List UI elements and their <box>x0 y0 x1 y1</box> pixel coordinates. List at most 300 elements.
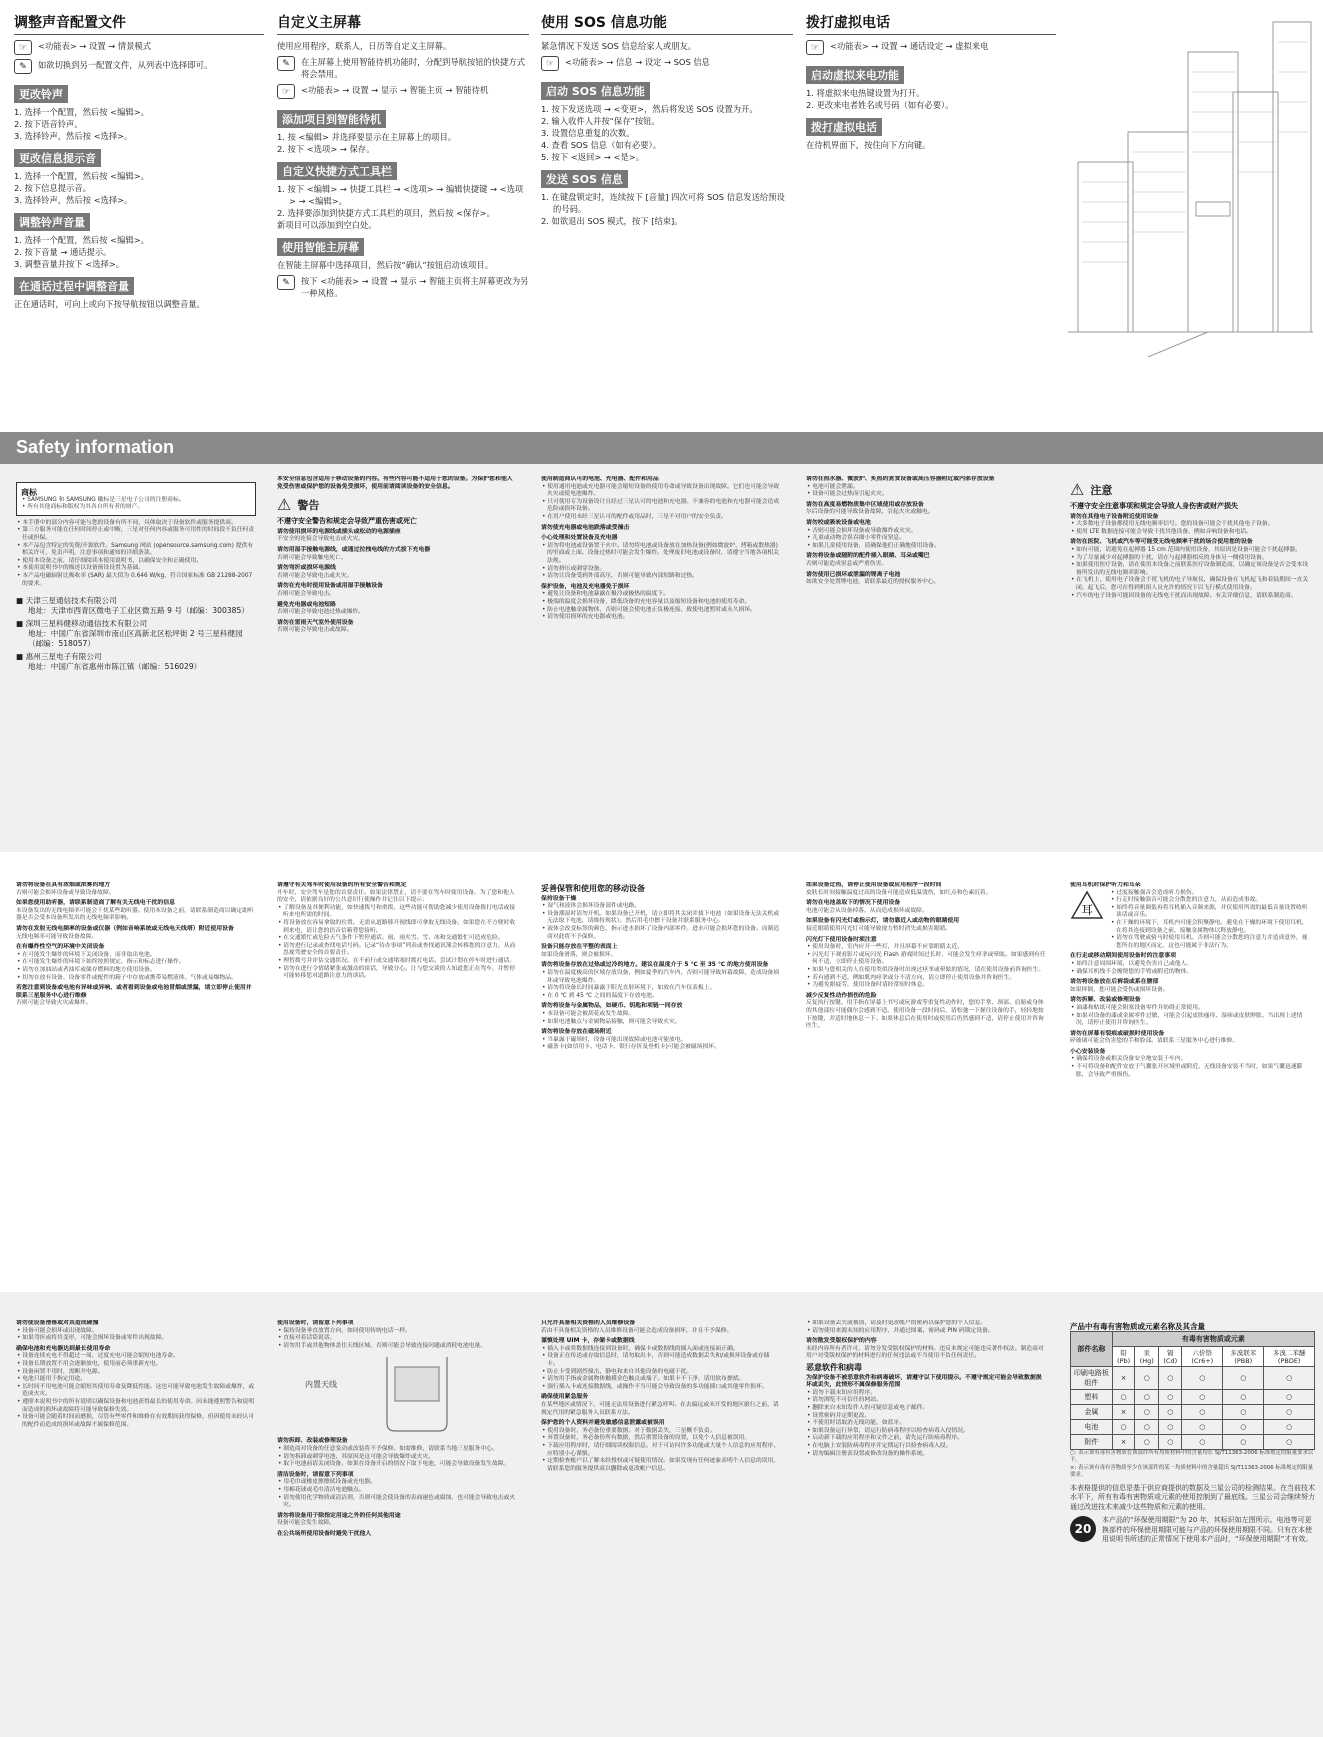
table-head-cell: 镉(Cd) <box>1159 1346 1182 1366</box>
safety-text: 在某些地区或情况下，可能无法用设备进行紧急呼叫。在去偏远或未开发的地区旅行之前，请规定代用的紧急服务人员联系方法。 <box>541 1401 779 1416</box>
safety-heading: 请勿使充电器或电池跌落或受撞击 <box>541 524 630 531</box>
col-fake-call <box>806 12 1056 422</box>
safety-bullet: • 为避免眼疲劳，使用设备时请经常短时休息。 <box>807 982 929 989</box>
safety-bullet: • 定期检查帐户以了解未经授权或可疑使用情况。如果发现有任何迹象表明个人信息的误用，请联系您的服务提供商以删除或更改帐户信息。 <box>542 1458 780 1472</box>
company-address: 地址：中国广东省深圳市南山区高新北区松坪街 2 号三星科健园（邮编：518057） <box>28 629 243 649</box>
safety-heading: 在有爆炸性空气的环境中关闭设备 <box>16 944 105 951</box>
table-row-label: 电池 <box>1071 1419 1113 1434</box>
step-item: 2. 如欲退出 SOS 模式，按下 [结束]。 <box>541 216 683 226</box>
safety-bullet: • 设置密码并定期更改。 <box>807 1412 871 1419</box>
table-note: ×: 表示该有毒有害物质至少在该部件的某一均质材料中的含量超出 SJ/T11363-2006 标准规定的限量要求。 <box>1070 1464 1314 1479</box>
table-head-cell: 六价铬(Cr6+) <box>1182 1346 1223 1366</box>
safety-bullet: • 设备可能会随着时间而磨损，尽管有些零件和维修在有效期间获得保修，但因使用未经认可的配件而造成的损坏或故障不属保修范围。 <box>17 1414 255 1428</box>
section-title: 自定义主屏幕 <box>277 12 529 35</box>
safety-heading: 请勿将设备放在后裤袋或系在腰部 <box>1070 979 1159 986</box>
paragraph: 正在通话时，可向上或向下按导航按钮以调整音量。 <box>14 299 205 309</box>
table-row-label: 塑料 <box>1071 1389 1113 1404</box>
note-text: 在主屏幕上使用智能待机功能时，分配到导航按钮的快捷方式将会禁用。 <box>301 57 526 79</box>
safety-text: 开车时，安全驾车是您的首要责任。如果法律禁止，请不要在驾车时使用设备。为了您和他人的安全，请依据良好的公共意识行使操作并记住以下提示： <box>277 889 515 904</box>
antenna-diagram <box>277 1353 517 1435</box>
company-name: ■ 深圳三星科健移动通信技术有限公司 <box>16 619 148 629</box>
trademark-item: • 所有其他商标和版权为其各自所有者的财产。 <box>22 504 144 511</box>
table-cell: ○ <box>1159 1434 1182 1449</box>
step-item: 2. 按下信息提示音。 <box>14 183 91 193</box>
safety-bullet: • 取下电池前请关闭设备。如果在设备开启的情况下取下电池，可能会导致设备发生故障。 <box>278 1461 510 1468</box>
safety-bullet: • 设备连续充电不得超过一周，过度充电可能会缩短电池寿命。 <box>17 1353 179 1360</box>
s1-col-5 <box>1070 476 1310 846</box>
safety-heading: 请勿将设备存放在磁场附近 <box>541 1029 612 1036</box>
legal-note: • 本产品电磁辐射比吸收率 (SAR) 最大值为 0.646 W/kg，符合国家标准 GB 21288-2007 的要求。 <box>17 572 253 587</box>
safety-bullet: • 设备潮湿时请勿开机。如果设备已开机，请立即将其关闭并拔下电池（如果设备无法关机或无法取下电池，请维持现状）。然后用毛巾擦干设备并联系服务中心。 <box>542 910 780 925</box>
safety-bullet: • 用毛巾或橡皮擦擦拭设备或充电器。 <box>278 1479 377 1486</box>
table-title: 产品中有毒有害物质或元素名称及其含量 <box>1070 1322 1205 1331</box>
step-list <box>277 183 529 231</box>
safety-heading: 请勿将设备存放在过热或过冷的地方。建议在温度介于 5 ℃ 至 35 ℃ 的地方使用设备 <box>541 962 769 969</box>
safety-bullet: • 设备可能会损坏或出现故障。 <box>17 1327 98 1334</box>
safety-bullet: • 在交通繁忙或危险天气条件下暂停通话。雨、雨夹雪、雪、冰和交通繁忙可造成危险。 <box>278 935 504 942</box>
safety-text: 本设备发出的无线电频率可能会干扰某些助听器。使用本设备之前，请联系制造商以确定助听器是否会受本设备所发出的无线电频率影响。 <box>16 907 254 922</box>
epup-row <box>1070 1516 1315 1545</box>
safety-heading: 请勿拆卸、改装或修理设备 <box>277 1438 348 1445</box>
safety-bullet: • 确保将设备或相关设备安全地安装于车内。 <box>1071 1056 1187 1063</box>
table-head-cell: 铅(Pb) <box>1112 1346 1135 1366</box>
safety-heading: 避免充电器或电池短路 <box>277 601 336 608</box>
step-item: 3. 选择铃声，然后按 <选择>。 <box>14 195 133 205</box>
table-note: ○: 表示该有毒有害物质在该部件所有均质材料中的含量均在 SJ/T11363-2006 标准规定的限量要求以下。 <box>1070 1449 1314 1464</box>
safety-bullet: • 为了尽量减少对起搏器的干扰，请在与起搏器相反的身体另一侧使用设备。 <box>1071 554 1268 561</box>
safety-bullet: • 强行插入卡或连接数据线，或操作不当可能会导致设备的多功能插口或其他零件损坏。 <box>542 1383 768 1390</box>
s2-col-3 <box>541 882 781 1282</box>
subsection-title: 在通话过程中调整音量 <box>14 277 134 295</box>
safety-heading: 请勿在热水器、微波炉、炙热的煮食设备或高压容器附近或内部存放设备 <box>806 476 995 482</box>
safety-text: 无线电频率可能导致设备故障。 <box>16 933 98 940</box>
safety-heading: 如果您使用助听器，请联系制造商了解有关无线电干扰的信息 <box>16 900 176 907</box>
step-item: 1. 按下发送选项 → <变更>，然后将发送 SOS 设置为开。 <box>541 104 758 114</box>
table-cell: ○ <box>1159 1366 1182 1389</box>
safety-bullet: • 在用户使用未经三星认可的配件或用品时，三星不对用户的安全负责。 <box>542 513 727 520</box>
safety-heading: 使用设备时，请留意下列事项 <box>277 1320 354 1326</box>
safety-bullet: • 理智拨号并评估交通状况。在不前行或交通堵塞时拨打电话。尝试计划在停车时进行通话。 <box>278 957 516 964</box>
safety-bullet: • 请勿将设备长时间暴露于阳光直射环境下，如放在汽车仪表板上。 <box>542 985 716 992</box>
note-text: <功能表> → 设置 → 显示 → 智能主页 → 智能待机 <box>301 85 489 95</box>
s3-col-1 <box>16 1320 256 1730</box>
safety-bullet: • 请勿浏览不可信任的网站。 <box>807 1397 882 1404</box>
s3-col-2 <box>277 1320 517 1730</box>
safety-text: 否则可能造成窒息或严重伤害。 <box>806 560 888 567</box>
safety-bullet: • 如果儿童使用设备，请确保他们正确地使用设备。 <box>807 542 940 549</box>
note-text: <功能表> → 信息 → 设定 → SOS 信息 <box>565 57 710 67</box>
safety-bullet: • 直接对着话筒说话。 <box>278 1335 336 1342</box>
company-name: ■ 天津三星通信技术有限公司 <box>16 596 117 606</box>
table-cell: ○ <box>1182 1389 1223 1404</box>
s2-col-5 <box>1070 882 1310 1282</box>
epup-20-icon <box>1070 1516 1096 1542</box>
legal-note: • 本使用说明书中的描述以设备预设设置为基础。 <box>17 565 144 572</box>
safety-bullet: • 请勿用手指或金属物体触摸金色触点或端子。如果卡不干净，请用软布擦拭。 <box>542 1376 745 1383</box>
hazard-table <box>1070 1331 1315 1450</box>
safety-bullet: • 在可能发生爆炸的环境下始终按照规定、指示和标志进行操作。 <box>17 959 185 966</box>
safety-page-3 <box>0 1292 1323 1737</box>
note-row <box>806 40 1056 55</box>
table-cell: ○ <box>1182 1366 1223 1389</box>
safety-text: 接近眼睛使用闪光灯可能导致视力暂时消失或损害眼睛。 <box>806 925 951 932</box>
table-explanation: 本表格提供的信息是基于供应商提供的数据及三星公司的检测结果。在当前技术水平下，所有有毒有害物质或元素的使用控制到了最底线。三星公司会继续努力通过改进技术来减少这些物质和元素的使用。 <box>1070 1483 1315 1511</box>
safety-bullet: • 否则可能会损坏设备或导致爆炸或火灾。 <box>807 527 917 534</box>
safety-bullet: • 切勿在放有设备、设备零件或配件的箱子中存放或携带易燃液体、气体或易爆物品。 <box>17 974 237 981</box>
safety-heading: 请勿用湿手接触电源线，或通过拉拽电线的方式拔下充电器 <box>277 546 431 553</box>
step-item: 1. 选择一个配置，然后按 <编辑>。 <box>14 235 149 245</box>
hearing-row <box>1070 890 1310 951</box>
safety-bullet: • 儿童或动物会误吞细小零件而窒息。 <box>807 535 906 542</box>
safety-bullet: • 如有可能，请避免在起搏器 15 cm 范围内使用设备，其原因是设备可能会干扰起搏器。 <box>1071 546 1301 553</box>
warning-label: 警告 <box>297 498 320 512</box>
note-row <box>14 40 264 55</box>
table-head-cell: 多溴二苯醚(PBDE) <box>1264 1346 1315 1366</box>
safety-text: 否则可能会导致电击或火灾。 <box>277 572 353 579</box>
safety-bullet: • 如果设备运行异常，请运行防病毒程序以检查病毒入侵情况。 <box>807 1427 969 1434</box>
safety-bullet: • 闪光灯下观看影片或玩闪光 Flash 游戏时间过长时，可能会发生痉挛或晕眩。如果感到有任何不适，立即停止使用设备。 <box>807 951 1046 966</box>
step-item: 2. 按下 <选项> → 保存。 <box>277 144 375 154</box>
company-name: ■ 惠州三星电子有限公司 <box>16 652 102 662</box>
note-row <box>277 84 529 99</box>
table-head-cell: 汞(Hg) <box>1135 1346 1159 1366</box>
safety-bullet: • 设备长期放置不用会逐渐放电，使用前必须重新充电。 <box>17 1360 162 1367</box>
safety-bullet: • 请勿在驾驶或骑马时使用耳机。否则可能会分散您的注意力并造成意外，视您所在的地区而定，这也可能属于非法行为。 <box>1111 935 1308 949</box>
safety-text: 否则可能会导致火灾或爆炸。 <box>16 1000 92 1007</box>
safety-text: 否则可能会导致触电死亡。 <box>277 554 347 561</box>
table-cell: ○ <box>1223 1434 1264 1449</box>
menu-hand-icon: ☞ <box>541 56 559 71</box>
step-list <box>14 234 264 270</box>
safety-bullet: • 遵照本说明书中的所有说明以确保设备和电池获得最长的使用寿命。因未能遵照警告和说明而造成的损坏或故障将可能导致保修失效。 <box>17 1398 255 1413</box>
step-item: 新项目可以添加到空白处。 <box>277 220 377 230</box>
safety-bullet: • 设备可能会过热而引起火灾。 <box>807 491 888 498</box>
table-cell: ○ <box>1182 1419 1223 1434</box>
safety-bullet: • 湿气和液体会损坏设备部件或电路。 <box>542 903 641 910</box>
safety-text: 如果摔倒，您可能会受伤或损坏设备。 <box>1070 986 1169 993</box>
safety-heading: 为保护设备不被恶意软件和病毒破坏，请遵守以下使用提示。不遵守规定可能会导致数据损坏或丢失，此情形不属保修服务范围 <box>806 1374 1042 1389</box>
safety-bullet: • 保持设备垂直放置方向，如同使用传统电话一样。 <box>278 1327 411 1334</box>
safety-bullet: • 设备正在传送或存取信息时，请勿取出卡，否则可能造成数据丢失和/或损坏设备或存储卡。 <box>542 1353 770 1367</box>
safety-text: 电池可能会从设备掉落，从而造成损坏或故障。 <box>806 907 928 914</box>
step-item: 1. 选择一个配置，然后按 <编辑>。 <box>14 171 149 181</box>
address-block <box>16 596 256 616</box>
trademark-title: 商标 <box>21 488 37 497</box>
step-item: 2. 输入收件人并按“保存”按钮。 <box>541 116 660 126</box>
note-text: 按下 <功能表> → 设置 → 显示 → 智能主页将主屏幕更改为另一种风格。 <box>301 276 529 298</box>
step-list <box>541 103 793 163</box>
table-cell: ○ <box>1135 1419 1159 1434</box>
safety-heading: 在行走或移动期间使用设备时的注意事项 <box>1070 953 1177 960</box>
note-text: 如欲切换到另一配置文件，从列表中选择即可。 <box>38 60 213 70</box>
pencil-note-icon: ✎ <box>14 59 32 74</box>
epup-number: 20 <box>1074 1522 1092 1537</box>
safety-heading: 请勿将设备在具有浓烟或浓雾的地方 <box>16 882 111 888</box>
trademark-box <box>16 482 256 516</box>
safety-bullet: • 确保耳机线不会缠绕您的手臂或附近的物体。 <box>1071 968 1193 975</box>
step-item: 2. 按下语音铃声。 <box>14 119 83 129</box>
table-cell: ○ <box>1264 1419 1315 1434</box>
hearing-list <box>1110 890 1310 951</box>
table-head-part: 部件名称 <box>1071 1331 1113 1366</box>
table-cell: × <box>1112 1434 1135 1449</box>
subsection-title: 更改铃声 <box>14 85 68 103</box>
section-title: 拨打虚拟电话 <box>806 12 1056 35</box>
menu-hand-icon: ☞ <box>14 40 32 55</box>
table-row-label: 附件 <box>1071 1434 1113 1449</box>
safety-text: 碎玻璃可能会伤害您的手和脸部。请联系三星服务中心进行维修。 <box>1070 1038 1239 1045</box>
section-title: 使用 SOS 信息功能 <box>541 12 793 35</box>
table-cell: ○ <box>1182 1434 1223 1449</box>
safety-bullet: • 长时间不用电池可能会缩短其使用寿命及降低性能。这也可能导致电池发生故障或爆炸，或造成火灾。 <box>17 1383 255 1398</box>
subsection-title: 自定义快捷方式工具栏 <box>277 162 397 180</box>
s2-col-1 <box>16 882 256 1282</box>
safety-bullet: • 用棉花球或毛巾清洁电池触点。 <box>278 1486 365 1493</box>
safety-bullet: • 极端的温度会损坏设备，降低设备的充电容量以及缩短设备和电池的使用寿命。 <box>542 598 751 605</box>
safety-heading: 请勿在雷雨天气室外使用设备 <box>277 619 354 626</box>
warning-subtitle: 不遵守安全警告和规定会导致严重伤害或死亡 <box>277 517 417 526</box>
paragraph: 在智能主屏幕中选择项目，然后按“确认”按钮启动该项目。 <box>277 260 494 270</box>
caution-icon: ⚠ <box>1070 480 1085 499</box>
safety-heading: 请勿在其他电子设备附近使用设备 <box>1070 513 1159 520</box>
step-list <box>277 131 529 155</box>
step-item: 3. 设置信息重复的次数。 <box>541 128 635 138</box>
s1-col-3 <box>541 476 781 846</box>
safety-bullet: • 使用通用电池或充电器可能会缩短设备的使用寿命或导致设备出现故障。它们也可能会导致火灾或使电池爆炸。 <box>542 483 780 498</box>
safety-heading: 请勿咬或吸吮设备或电池 <box>806 519 871 526</box>
legal-note: • 本手册中的部分内容可能与您的设备有所不同，具体取决于设备软件或服务提供商。 <box>17 519 237 526</box>
safety-heading: 保护您的个人资料并避免敏感信息泄露或被误用 <box>541 1420 665 1427</box>
safety-text: 否则可能会损坏设备或导致设备故障。 <box>16 889 115 896</box>
step-list <box>806 87 1056 111</box>
safety-text: 设备可能会发生故障。 <box>277 1520 335 1527</box>
trademark-item: • SAMSUNG 和 SAMSUNG 徽标是三星电子公司的注册商标。 <box>22 496 185 503</box>
safety-heading: 闪光灯下使用设备时须注意 <box>806 936 877 943</box>
safety-heading: 若您注意到设备或电池有异味或异响、或者看到设备或电池冒烟或泄漏，请立即停止使用并联系三星服务中心进行维修 <box>16 985 252 999</box>
table-cell: ○ <box>1223 1404 1264 1419</box>
safety-bullet: • 请勿在加油站或者油库或储存燃料的地方使用设备。 <box>17 966 156 973</box>
safety-heading: 小心安装设备 <box>1070 1048 1106 1055</box>
safety-bullet: • 在电脑上安装防病毒程序并定期运行以检查病毒入侵。 <box>807 1442 952 1449</box>
s3-col-5 <box>1070 1320 1315 1730</box>
safety-bullet: • 删除来自未知发件人的可疑信息或电子邮件。 <box>807 1404 929 1411</box>
step-item: 1. 选择一个配置，然后按 <编辑>。 <box>14 107 149 117</box>
epup-text: 本产品的“环保使用期限”为 20 年，其标识如左图所示。电池等可更换部件的环保使用期限可能与产品的环保使用期限不同。只有在本使用说明书所述的正常情况下使用本产品时，“环保使用期限”才有效。 <box>1102 1516 1313 1544</box>
s1-col-4 <box>806 476 1046 846</box>
address-block <box>16 652 256 672</box>
note-row <box>541 56 793 71</box>
safety-bullet: • 下载应用程序时，请仔细阅读权限信息。对于可访问许多功能或大量个人信息的应用程序，应特别小心谨慎。 <box>542 1442 780 1457</box>
s1-col-2 <box>277 476 517 846</box>
safety-text: 未经内容所有者许可，请勿分发受版权保护的材料。违反本规定可能违反著作权法。制造商对用户对受版权保护的材料进行的任何违法或不当使用不负任何责任。 <box>806 1345 1044 1360</box>
safety-heading: 请勿在充电时使用设备或用湿手接触设备 <box>277 583 384 590</box>
safety-text: 不安全的连接会导致电击或火灾。 <box>277 536 364 543</box>
pencil-note-icon: ✎ <box>277 56 295 71</box>
safety-bullet: • 将设备放在容易拿取的位置。无需从道路移开视线即可拿取无线设备。如果您在不方便时收到来电，请让您的语音信箱替您接听。 <box>278 919 516 934</box>
caution-label: 注意 <box>1090 483 1113 497</box>
table-cell: ○ <box>1264 1389 1315 1404</box>
safety-heading: 请勿在医院、飞机或汽车等可能受无线电频率干扰的场合使用您的设备 <box>1070 539 1253 546</box>
table-cell: × <box>1112 1366 1135 1389</box>
subsection-title: 启动 SOS 信息功能 <box>541 82 650 100</box>
safety-heading: 如果设备过热，请停止使用设备或应用程序一段时间 <box>806 882 942 888</box>
safety-bullet: • 若有感到不适，例如肌肉痉挛或分不清方向，请立即停止使用设备并咨询医生。 <box>807 974 1016 981</box>
safety-heading: 如果设备有闪光灯或指示灯，请勿靠近人或动物的眼睛使用 <box>806 918 960 925</box>
s3-col-3 <box>541 1320 781 1730</box>
company-address: 地址：中国广东省惠州市陈江镇（邮编：516029） <box>28 662 202 672</box>
safety-bullet: • 插入卡或将数据线连接到设备时，确保卡或数据线的插入面或连接面正确。 <box>542 1345 739 1352</box>
warning-heading <box>277 495 517 514</box>
subsection-title: 启动虚拟来电功能 <box>806 66 904 84</box>
s1-col-legal <box>16 482 256 847</box>
safety-bullet: • 始终注意周围环境，以避免伤害自己或他人。 <box>1071 960 1193 967</box>
safety-text: 尔后设备的可能导致设备故障，引起火灾或触电。 <box>806 509 934 516</box>
table-cell: × <box>1112 1404 1135 1419</box>
safety-text: 若由不具备相关资格的人员维修设备可能会造成设备损坏，并且不予保修。 <box>541 1327 733 1334</box>
table-cell: ○ <box>1159 1389 1182 1404</box>
s3-col-4 <box>806 1320 1046 1730</box>
menu-hand-icon: ☞ <box>277 84 295 99</box>
table-cell: ○ <box>1264 1366 1315 1389</box>
step-item: 5. 按下 <返回> → <是>。 <box>541 152 645 162</box>
safety-bullet: • 磁条卡(如信用卡、电话卡、银行存折及登机卡)可能会被磁场损坏。 <box>542 1044 720 1051</box>
note-row <box>277 275 529 299</box>
safety-bullet: • 避免让设备和电池暴露在极冷或极热的温度下。 <box>542 591 669 598</box>
safety-text: 皮肤长时间接触温度过高的设备可能造成低温烫伤，如红点和色素沉着。 <box>806 889 992 896</box>
table-cell: ○ <box>1112 1419 1135 1434</box>
table-cell: ○ <box>1159 1419 1182 1434</box>
safety-bullet: • 请勿下载未知应用程序。 <box>807 1389 877 1396</box>
safety-bullet: • 启动新下载的应用程序和文件之前，请先运行防病毒程序。 <box>807 1435 963 1442</box>
table-row-label: 印刷电路板组件 <box>1071 1366 1113 1389</box>
safety-heading: 保持设备干燥 <box>541 895 577 902</box>
section-title: 调整声音配置文件 <box>14 12 264 35</box>
table-head-cell: 多溴联苯(PBB) <box>1223 1346 1264 1366</box>
warning-icon: ⚠ <box>277 495 292 515</box>
safety-bullet: • 请勿使用化学物质或清洁剂，否则可能会使设备的表面褪色或腐蚀，也可能会导致电击或火灾。 <box>278 1494 516 1509</box>
table-cell: ○ <box>1159 1404 1182 1419</box>
safety-bullet: • 请勿使用损坏的充电器或电池。 <box>542 614 629 621</box>
safety-bullet: • 如果与您相关的人在使用类似设备时出现过痉挛或晕眩的情况，请在使用设备前咨询医生。 <box>807 966 1045 973</box>
safety-heading: 请遵守有关驾车时使用设备的所有安全警告和规定 <box>277 882 407 888</box>
safety-bullet: • 了解设备及其便利功能，如快速拨号和重拨。这些功能可帮助您减少使用设备拨打电话或接听来电所需的时间。 <box>278 904 516 919</box>
col-sos <box>541 12 793 422</box>
safety-bullet: • 如果弯折或将其变形，可能会损坏设备或零件出现故障。 <box>17 1335 168 1342</box>
safety-heading: 恶意软件和病毒 <box>806 1362 862 1372</box>
safety-bullet: • 请勿编辑注册表设置或修改设备的操作系统。 <box>807 1450 929 1457</box>
subsection-title: 添加项目到智能待机 <box>277 110 386 128</box>
safety-bullet: • 始终将音量调低再将耳机插入音频来源，并仅使用所需的最低音量设置收听谈话或音乐。 <box>1111 904 1308 919</box>
safety-heading: 设备只能存放在平整的表面上 <box>541 944 618 951</box>
safety-heading: 使用制造商认可的电池、充电器、配件和用品 <box>541 476 659 482</box>
safety-bullet: • 液体会改变标签的颜色，指示进水损坏了设备内部零件。进水可能会损坏您的设备。而制造商对此将不予保修。 <box>542 925 780 940</box>
step-item: 1. 按下 <编辑> → 快捷工具栏 → <选项> → 编辑快捷键 → <选项> → <编辑>。 <box>277 184 524 206</box>
table-head-group: 有毒有害物质或元素 <box>1112 1331 1314 1346</box>
step-item: 3. 选择铃声，然后按 <选择>。 <box>14 131 133 141</box>
safety-bullet: • 防止卡受到剧烈撞击、静电和来自其他设备的电磁干扰。 <box>542 1368 693 1375</box>
paragraph: 在待机界面下，按住向下方向键。 <box>806 140 931 150</box>
antenna-label: 内置天线 <box>305 1380 337 1390</box>
col-home-screen <box>277 12 529 422</box>
caution-heading <box>1070 480 1310 499</box>
step-list <box>541 191 793 227</box>
table-row-label: 金属 <box>1071 1404 1113 1419</box>
safety-heading: 减少反复性动作损伤的危险 <box>806 992 877 999</box>
safety-bullet: • 请勿让设备受到外部高压，否则可能导致内部短路和过热。 <box>542 573 698 580</box>
safety-bullet: • 电池只能用于指定用途。 <box>17 1376 87 1383</box>
safety-heading: 在公共场所使用设备时避免干扰他人 <box>277 1530 372 1537</box>
safety-bullet: • 行走时接触强音可能会分散您的注意力，从而造成事故。 <box>1111 897 1262 904</box>
safety-bullet: • 在可能发生爆炸的环境下关闭设备，而非取出电池。 <box>17 951 156 958</box>
subsection-title: 调整铃声音量 <box>14 213 90 231</box>
step-item: 4. 查看 SOS 信息（如有必要）。 <box>541 140 662 150</box>
safety-heading: 请勿将设备或随附的配件插入眼睛、耳朵或嘴巴 <box>806 553 930 560</box>
safety-bullet: • 请勿拆卸或刺穿电池，其原因是这可能会导致爆炸或火灾。 <box>278 1453 434 1460</box>
safety-bullet: • 设备闲置不用时，需断开电源。 <box>17 1368 104 1375</box>
paragraph: 紧急情况下发送 SOS 信息给家人或朋友。 <box>541 41 697 51</box>
safety-bullet: • 在干燥的环境下，耳机内可能会积聚静电。避免在干燥的环境下使用耳机，在将其连接到设备之前，接触金属物体以释放静电。 <box>1111 919 1308 934</box>
table-cell: ○ <box>1135 1366 1159 1389</box>
table-cell: ○ <box>1135 1404 1159 1419</box>
subsection-title: 拨打虚拟电话 <box>806 118 882 136</box>
safety-page-2 <box>0 852 1323 1292</box>
note-row <box>277 56 529 80</box>
safety-text: 否则可能会导致电池过热或爆炸。 <box>277 609 364 616</box>
subsection-title: 更改信息提示音 <box>14 149 101 167</box>
step-item: 1. 按 <编辑> 并选择要显示在主屏幕上的项目。 <box>277 132 457 142</box>
legal-note: • 第三方服务可能在任何时间停止或中断，三星对任何内容或服务可用性的时间段不负任何责任或担保。 <box>17 527 255 541</box>
s2-col-2 <box>277 882 517 1282</box>
note-row <box>14 59 264 74</box>
s2-col-4 <box>806 882 1046 1282</box>
safety-text: 反复执行按键、用手指在屏幕上书写或玩游戏等重复性动作时，您的手掌、颈部、肩膀或身体的其他部位可能偶尔会感到不适。使用设备一段时间后，请松弛一下握住设备的手，轻轻地按下按键，并适时地休息一下。如果休息后在使用时或使用后仍然感到不适，请停止使用并咨询医生。 <box>806 1000 1044 1030</box>
subsection-title: 使用智能主屏幕 <box>277 238 364 256</box>
hearing-warning-icon <box>1070 890 1104 951</box>
safety-heading: 请勿使用损坏的电源线或插头或松动的电源插座 <box>277 528 401 535</box>
table-cell: ○ <box>1135 1389 1159 1404</box>
safety-heading: 谨慎处理 UIM 卡，存储卡或数据线 <box>541 1338 635 1345</box>
safety-heading: 请勿散发受版权保护的内容 <box>806 1338 877 1345</box>
caution-subtitle: 不遵守安全注意事项和规定会导致人身伤害或财产损失 <box>1070 502 1238 510</box>
safety-text: 如欲安全处置锂电池，请联系最近的授权服务中心。 <box>806 579 940 586</box>
safety-bullet: • 过度接触强音会造成听力损伤。 <box>1111 889 1198 896</box>
safety-heading: 确保电池和充电器达到最长使用寿命 <box>16 1345 111 1352</box>
step-item: 2. 更改来电者姓名或号码（如有必要）。 <box>806 100 954 110</box>
safety-bullet: • 如果对设备的漆或金属零件过敏，可能会引起皮肤瘙痒、湿疹或皮肤肿胀。当出现上述情况，请停止使用并咨询医生。 <box>1071 1012 1303 1027</box>
table-cell: ○ <box>1182 1404 1223 1419</box>
table-cell: ○ <box>1223 1366 1264 1389</box>
safety-intro: 本安全信息包含适用于移动设备的内容。有些内容可能不适用于您的设备。为保护您和他人免受伤害或保护您的设备免受损坏，使用前请阅读设备的安全信息。 <box>277 476 513 490</box>
safety-heading: 请勿使设备滑落或对其造成碰撞 <box>16 1320 99 1326</box>
safety-bullet: • 在飞机上，使用电子设备会干扰飞机的电子导航仪，确保设备在飞机起飞和着陆期间一直关闭。起飞后，您可在得到机组人员允许的情况下以飞行模式使用设备。 <box>1071 577 1309 591</box>
safety-heading: 小心处理和处置设备及充电器 <box>541 535 618 542</box>
safety-text: 如果设备滑落，则会被损坏。 <box>541 951 617 958</box>
col-profiles <box>14 12 264 422</box>
safety-page-1 <box>0 464 1323 852</box>
safety-heading: 请勿在屏幕有裂痕或破损时使用设备 <box>1070 1030 1165 1037</box>
safety-bullet: • 防止电池触金属物体，否则可能会使电池正负极连接，致使电池暂时或永久损坏。 <box>542 606 756 613</box>
pencil-note-icon: ✎ <box>277 275 295 290</box>
note-text: <功能表> → 设置 → 通话设定 → 虚拟来电 <box>830 41 989 51</box>
step-item: 1. 在键盘锁定时，连续按下 [音量] 四次可将 SOS 信息发送给预设的号码。 <box>541 192 785 214</box>
safety-heading: 请勿在发射无线电频率的设备或仪器（例如音响系统或无线电天线塔）附近使用设备 <box>16 925 234 932</box>
safety-bullet: • 请勿在温度极高的区域存放设备，例如夏季的汽车内，否则可能导致屏幕故障，造成设备损坏或导致电池爆炸。 <box>542 969 780 984</box>
safety-bullet: • 当暴露于磁场时，设备可能出现故障或电池可能放电。 <box>542 1036 687 1043</box>
safety-bullet: • 本设备可能会被刮花或发生故障。 <box>542 1010 635 1017</box>
safety-bullet: • 请勿挤压或刺穿设备。 <box>542 565 606 572</box>
safety-heading: 请勿将设备用于除指定用途之外的任何其他用途 <box>277 1512 401 1519</box>
company-address: 地址：天津市西青区微电子工业区微五路 9 号（邮编：300385） <box>28 606 249 616</box>
